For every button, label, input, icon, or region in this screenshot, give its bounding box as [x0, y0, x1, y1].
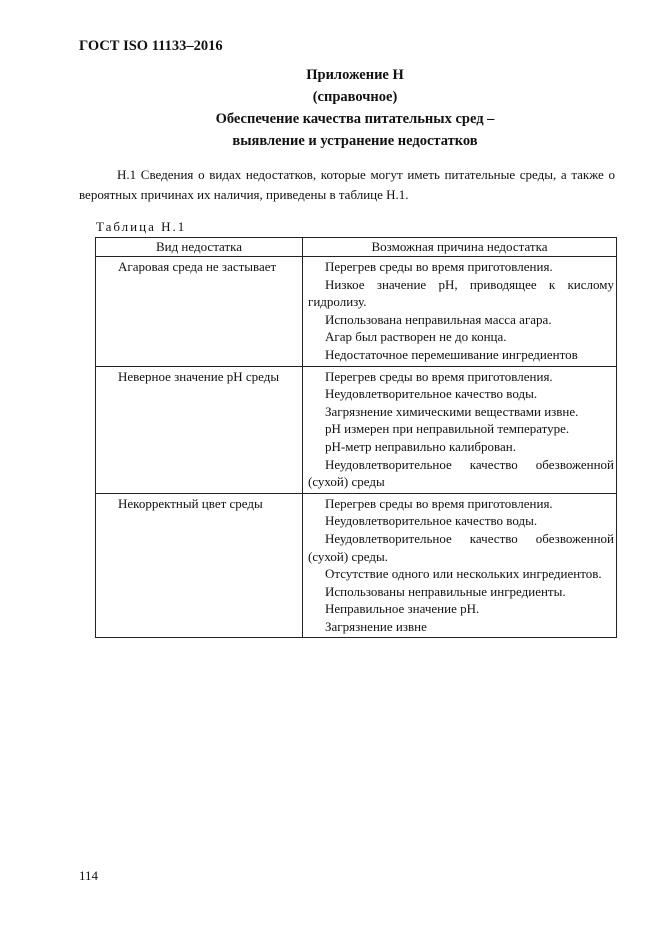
appendix-heading-line-2: выявление и устранение недостатков [232, 133, 478, 149]
intro-paragraph: Н.1 Сведения о видах недостатков, которые могут иметь питательные среды, а также о вероятных причинах их наличия, приведены в таблице Н.1. [79, 167, 615, 202]
cause-item: pH измерен при неправильной температуре. [325, 421, 570, 437]
cause-item: Неправильное значение pH. [325, 601, 480, 617]
appendix-subtitle: (справочное) [312, 89, 398, 105]
page-number: 114 [79, 868, 99, 883]
cause-item: Перегрев среды во время приготовления. [325, 368, 553, 384]
cause-item: Использованы неправильные ингредиенты. [325, 583, 566, 599]
cause-item: Низкое значение pH, приводящее к кислому гидролизу. [308, 276, 614, 310]
defect-cell [96, 366, 303, 493]
appendix-heading [95, 64, 615, 152]
causes-cell [303, 257, 617, 367]
table-caption: Таблица Н.1 [96, 219, 187, 234]
standard-code: ГОСТ ISO 11133–2016 [79, 38, 223, 54]
cause-item: Загрязнение извне [325, 618, 427, 634]
defect-cell [96, 257, 303, 367]
cause-item: Перегрев среды во время приготовления. [325, 495, 553, 511]
defect-text: Агаровая среда не застывает [118, 259, 277, 274]
column-header-cause: Возможная причина недостатка [303, 238, 617, 257]
cause-item: pH-метр неправильно калиброван. [325, 438, 516, 454]
cause-item: Загрязнение химическими веществами извне. [325, 403, 579, 419]
cause-item: Неудовлетворительное качество обезвоженной (сухой) среды. [308, 530, 614, 564]
cause-item: Использована неправильная масса агара. [325, 311, 552, 327]
table-row [96, 366, 617, 493]
cause-item: Неудовлетворительное качество воды. [325, 513, 538, 529]
table-row [96, 493, 617, 638]
cause-item: Неудовлетворительное качество обезвоженной (сухой) среды [308, 456, 614, 490]
table-header-row [96, 238, 617, 257]
cause-item: Перегрев среды во время приготовления. [325, 259, 553, 274]
appendix-heading-line-1: Обеспечение качества питательных сред – [215, 111, 495, 127]
cause-item: Неудовлетворительное качество воды. [325, 386, 538, 402]
cause-item: Недостаточное перемешивание ингредиентов [325, 346, 578, 362]
table-row [96, 257, 617, 367]
defect-text: Некорректный цвет среды [118, 495, 263, 511]
causes-cell [303, 366, 617, 493]
defect-text: Неверное значение pH среды [118, 368, 280, 384]
cause-item: Агар был растворен не до конца. [325, 329, 507, 345]
cause-item: Отсутствие одного или нескольких ингредиентов. [325, 566, 602, 582]
causes-cell [303, 493, 617, 638]
defects-table [95, 237, 617, 638]
defect-cell [96, 493, 303, 638]
appendix-title: Приложение Н [306, 67, 404, 83]
column-header-defect: Вид недостатка [96, 238, 303, 257]
